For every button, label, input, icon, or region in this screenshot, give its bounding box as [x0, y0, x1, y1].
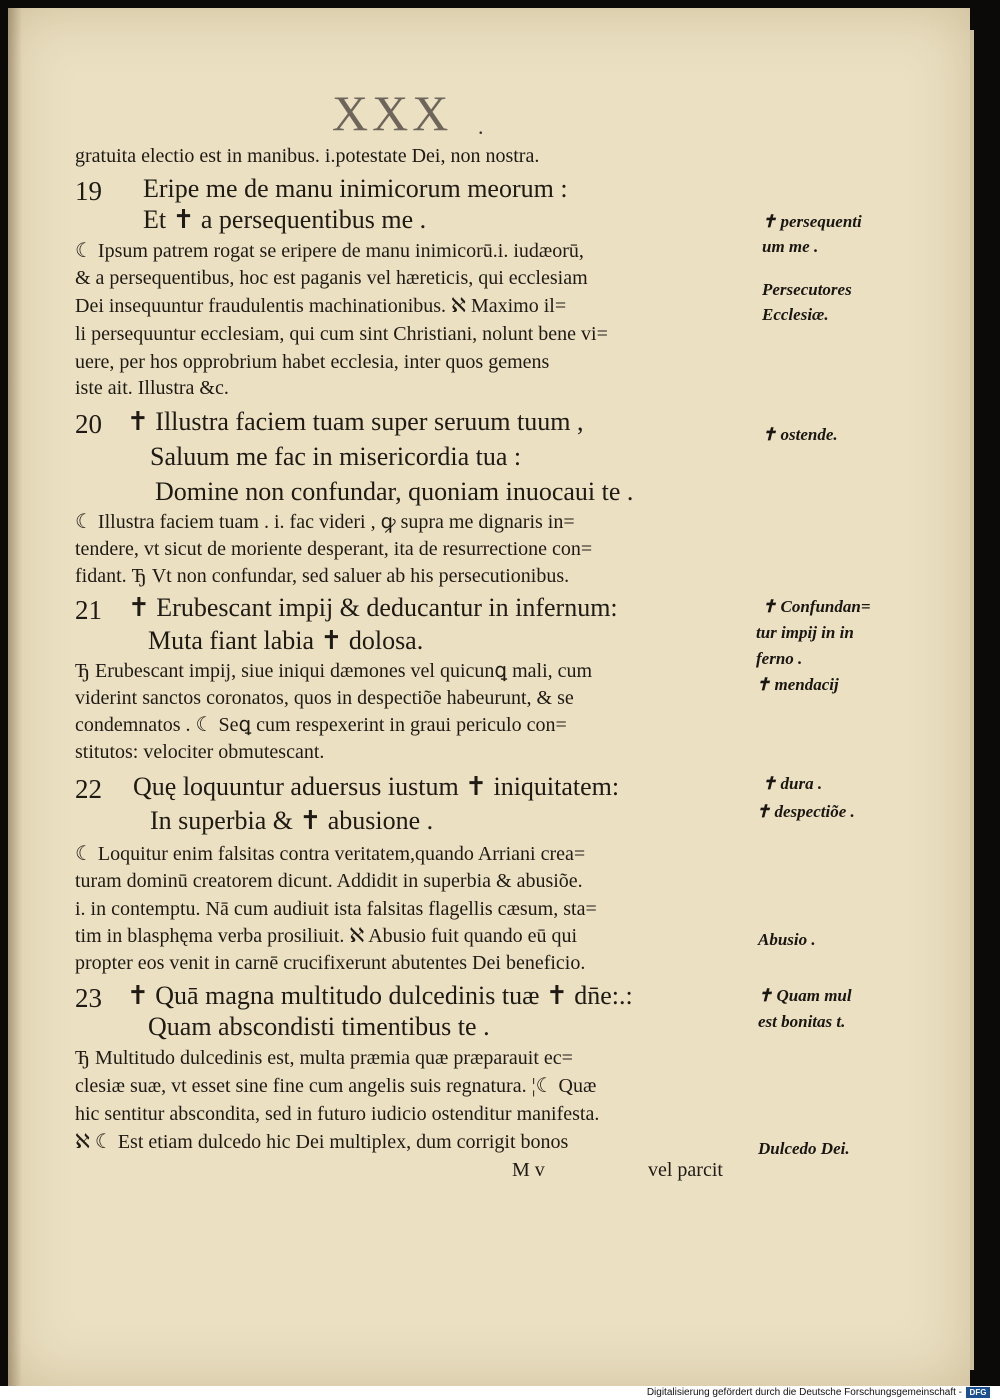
commentary-line: iste ait. Illustra &c.: [75, 377, 229, 399]
text-line: gratuita electio est in manibus. i.potestate Dei, non nostra.: [75, 145, 540, 167]
margin-note: ferno .: [756, 649, 803, 668]
verse-number: 19: [75, 176, 102, 206]
verse-line: ✝ Erubescant impij & deducantur in infernum:: [128, 593, 618, 622]
commentary-line: ℵ ☾ Est etiam dulcedo hic Dei multiplex, dum corrigit bonos: [75, 1131, 569, 1153]
commentary-line: hic sentitur abscondita, sed in futuro iudicio ostenditur manifesta.: [75, 1103, 600, 1125]
margin-note: tur impij in in: [756, 623, 854, 642]
verse-line: Et ✝ a persequentibus me .: [143, 205, 427, 234]
commentary-line: li persequuntur ecclesiam, qui cum sint Christiani, nolunt bene vi=: [75, 323, 608, 345]
margin-note: um me .: [762, 237, 819, 256]
margin-note: ✝ dura .: [762, 774, 823, 793]
verse-number: 21: [75, 595, 102, 625]
commentary-line: ☾ Ipsum patrem rogat se eripere de manu inimicorū.i. iudæorū,: [75, 240, 584, 262]
margin-note: ✝ Confundan=: [762, 597, 871, 616]
commentary-line: ☾ Loquitur enim falsitas contra veritatem,quando Arriani crea=: [75, 843, 586, 865]
commentary-line: fidant. Ђ Vt non confundar, sed saluer ab his persecutionibus.: [75, 565, 570, 587]
margin-note: ✝ Quam mul: [758, 986, 852, 1005]
verse-line: ✝ Illustra faciem tuam super seruum tuum ,: [127, 407, 584, 436]
verse-line: ✝ Quā magna multitudo dulcedinis tuæ ✝ dn̄e:.:: [127, 981, 633, 1010]
verse-line: Eripe me de manu inimicorum meorum :: [143, 174, 568, 203]
commentary-line: ☾ Illustra faciem tuam . i. fac videri , ꝙ supra me dignaris in=: [75, 511, 575, 533]
margin-note: Ecclesiæ.: [762, 305, 829, 324]
verse-number: 22: [75, 774, 102, 804]
commentary-line: stitutos: velociter obmutescant.: [75, 741, 325, 763]
verse-line: Quam abscondisti timentibus te .: [148, 1012, 490, 1041]
margin-note: Abusio .: [758, 930, 816, 949]
commentary-line: i. in contemptu. Nā cum audiuit ista falsitas flagellis cæsum, sta=: [75, 898, 597, 920]
verse-number: 20: [75, 409, 102, 439]
commentary-line: clesiæ suæ, vt esset sine fine cum angelis suis regnatura. ¦☾ Quæ: [75, 1075, 597, 1097]
signature-mark: M v: [512, 1159, 545, 1181]
margin-note: Persecutores: [762, 280, 852, 299]
commentary-line: turam dominū creatorem dicunt. Addidit in superbia & abusiõe.: [75, 870, 583, 892]
margin-note: ✝ persequenti: [762, 212, 862, 231]
margin-note: ✝ despectiõe .: [756, 802, 855, 821]
verse-line: Domine non confundar, quoniam inuocaui te .: [155, 477, 634, 506]
commentary-line: tendere, vt sicut de moriente desperant, ita de resurrectione con=: [75, 538, 593, 560]
verse-line: In superbia & ✝ abusione .: [150, 806, 434, 835]
margin-note: est bonitas t.: [758, 1012, 846, 1031]
commentary-line: condemnatos . ☾ Seꝗ cum respexerint in graui periculo con=: [75, 714, 567, 736]
commentary-line: tim in blasphęma verba prosiliuit. ℵ Abusio fuit quando eū qui: [75, 925, 578, 947]
commentary-line: Dei insequuntur fraudulentis machinationibus. ℵ Maximo il=: [75, 295, 567, 317]
funding-credit: Digitalisierung gefördert durch die Deutsche Forschungsgemeinschaft -: [646, 1387, 962, 1398]
folio-mark: .: [478, 114, 484, 139]
commentary-line: Ђ Erubescant impij, siue iniqui dæmones vel quicunꝗ mali, cum: [75, 660, 593, 682]
margin-note: ✝ mendacij: [756, 675, 839, 694]
catchword: vel parcit: [648, 1159, 723, 1181]
margin-note: Dulcedo Dei.: [758, 1139, 850, 1158]
verse-line: Saluum me fac in misericordia tua :: [150, 442, 522, 471]
margin-note: ✝ ostende.: [762, 425, 838, 444]
commentary-line: viderint sanctos coronatos, quos in despectiõe habeurunt, & se: [75, 687, 574, 709]
verse-line: Quę loquuntur aduersus iustum ✝ iniquitatem:: [133, 772, 620, 801]
verse-line: Muta fiant labia ✝ dolosa.: [148, 626, 424, 655]
commentary-line: propter eos venit in carnē crucifixerunt abutentes Dei beneficio.: [75, 952, 586, 974]
commentary-line: & a persequentibus, hoc est paganis vel hæreticis, qui ecclesiam: [75, 267, 588, 289]
dfg-logo: DFG: [966, 1387, 990, 1398]
page-edge: [970, 30, 974, 1370]
commentary-line: Ђ Multitudo dulcedinis est, multa præmia quæ præparauit ec=: [75, 1047, 573, 1069]
verse-number: 23: [75, 983, 102, 1013]
commentary-line: uere, per hos opprobrium habet ecclesia, inter quos gemens: [75, 351, 550, 373]
folio-number: XXX: [332, 85, 453, 141]
